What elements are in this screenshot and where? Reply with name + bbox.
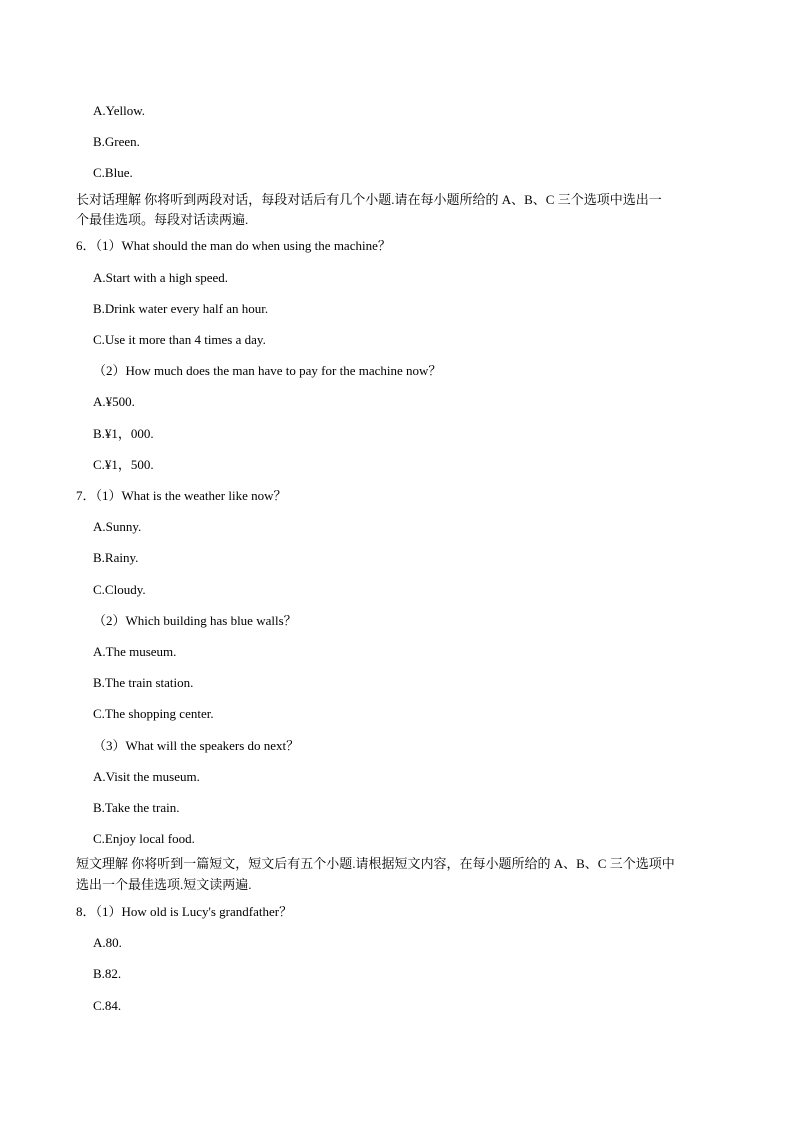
option-b: B.Drink water every half an hour. (93, 301, 269, 316)
option-a: A.80. (93, 935, 122, 950)
question-stem: （1）How old is Lucy's grandfather？ (95, 904, 293, 919)
section-short-passage-line2: 选出一个最佳选项.短文读两遍. (76, 877, 252, 892)
option-c: C.Use it more than 4 times a day. (93, 332, 266, 347)
question-6 (76, 238, 391, 254)
option-b: B.Rainy. (93, 550, 139, 565)
option-a: A.The museum. (93, 644, 177, 659)
option-b: B.The train station. (93, 675, 194, 690)
question-number: 6． (76, 238, 96, 253)
option-a: A.¥500. (93, 394, 135, 409)
option-b: B.82. (93, 966, 122, 981)
option-b: B.Take the train. (93, 800, 180, 815)
option-c: C.Enjoy local food. (93, 831, 195, 846)
question-stem: （2）How much does the man have to pay for the machine now？ (93, 363, 442, 378)
option-c: C.¥1，500. (93, 457, 154, 472)
option-c: C.The shopping center. (93, 706, 214, 721)
question-stem: （2）Which building has blue walls？ (93, 613, 297, 628)
section-long-dialogue-line2: 个最佳选项。每段对话读两遍. (76, 212, 249, 227)
question-8 (76, 904, 292, 920)
option-a: A.Visit the museum. (93, 769, 200, 784)
option-a: A.Start with a high speed. (93, 270, 229, 285)
question-stem: （1）What is the weather like now？ (95, 488, 287, 503)
option-c: C.Blue. (93, 165, 133, 180)
option-b: B.Green. (93, 134, 140, 149)
question-7 (76, 488, 287, 504)
question-number: 8． (76, 904, 96, 919)
section-long-dialogue-line1: 长对话理解 你将听到两段对话，每段对话后有几个小题.请在每小题所给的 A、B、C 三个选项中选出一 (76, 192, 662, 207)
option-b: B.¥1，000. (93, 426, 154, 441)
question-stem: （1）What should the man do when using the machine？ (95, 238, 391, 253)
option-a: A.Yellow. (93, 103, 146, 118)
option-a: A.Sunny. (93, 519, 142, 534)
option-c: C.84. (93, 998, 122, 1013)
question-number: 7． (76, 488, 96, 503)
question-stem: （3）What will the speakers do next？ (93, 738, 300, 753)
section-short-passage-line1: 短文理解 你将听到一篇短文，短文后有五个小题.请根据短文内容，在每小题所给的 A、B、C 三个选项中 (76, 856, 675, 871)
option-c: C.Cloudy. (93, 582, 146, 597)
